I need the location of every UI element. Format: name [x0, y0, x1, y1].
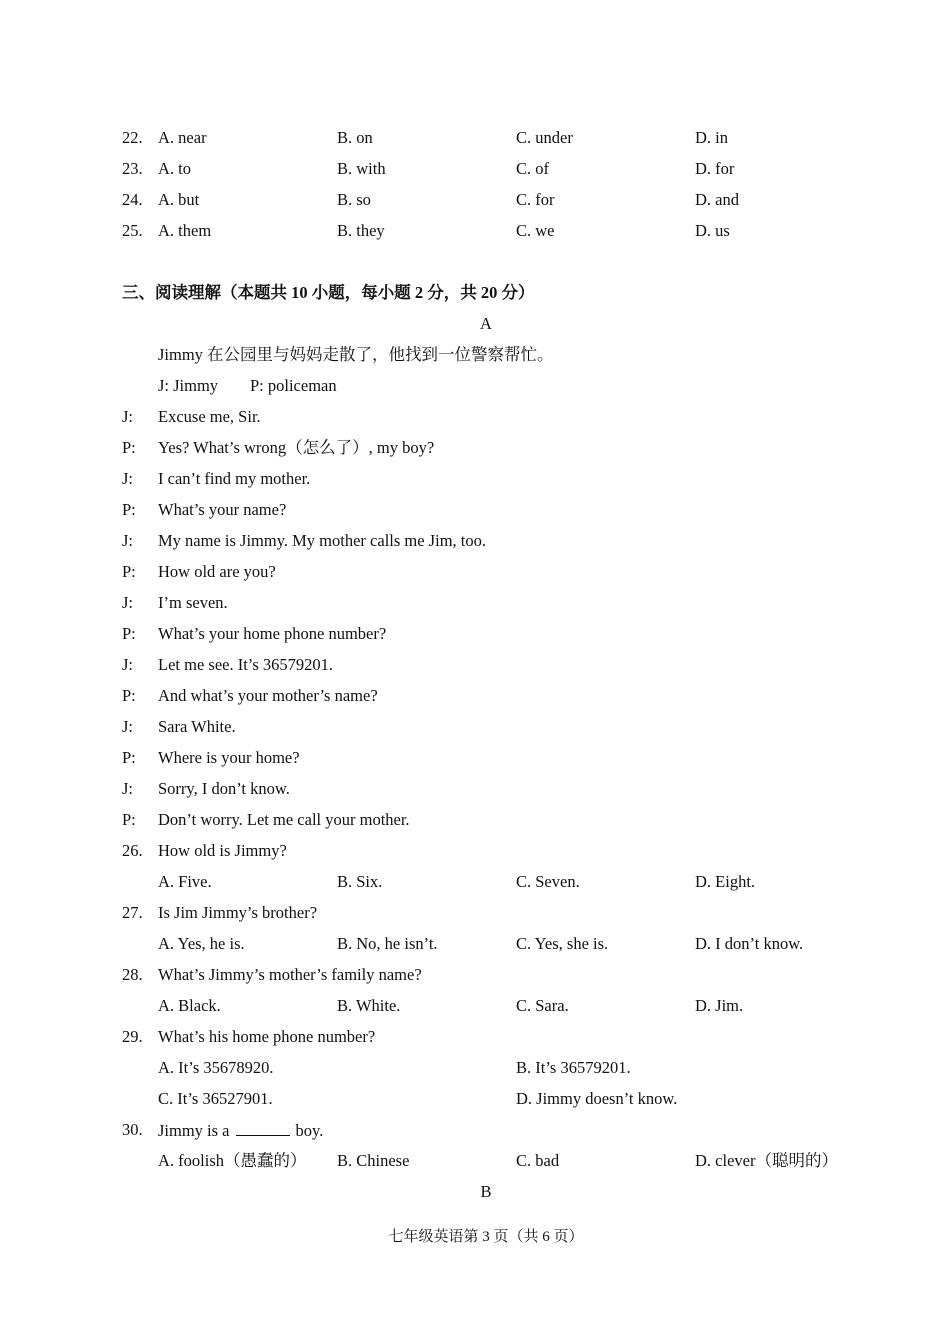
- dialogue-line: [0, 653, 950, 677]
- question-26-options: [0, 870, 950, 894]
- option-c: C. It’s 36527901.: [158, 1089, 273, 1108]
- question-number: 25.: [122, 221, 143, 240]
- option-b: B. so: [337, 190, 371, 209]
- speaker: J:: [122, 469, 134, 488]
- passage-a-heading: [0, 312, 950, 336]
- question-30-options: [0, 1149, 950, 1173]
- option-a: A. but: [158, 190, 200, 209]
- option-d: D. for: [695, 159, 735, 178]
- question-text: What’s his home phone number?: [158, 1027, 376, 1046]
- dialogue-line: [0, 529, 950, 553]
- option-b: B. on: [337, 128, 373, 147]
- line-text: What’s your home phone number?: [158, 624, 387, 643]
- question-number: 24.: [122, 190, 143, 209]
- page-number-text: 七年级英语第 3 页（共 6 页）: [388, 1229, 584, 1245]
- speaker: P:: [122, 686, 136, 705]
- option-d: D. clever（聪明的）: [695, 1151, 838, 1170]
- dialogue-line: [0, 498, 950, 522]
- option-d: D. us: [695, 221, 730, 240]
- option-c: C. of: [516, 159, 549, 178]
- option-c: C. Yes, she is.: [516, 934, 609, 953]
- line-text: My name is Jimmy. My mother calls me Jim, too.: [158, 531, 486, 550]
- line-text: Yes? What’s wrong（怎么了）, my boy?: [158, 438, 435, 457]
- option-d: D. I don’t know.: [695, 934, 804, 953]
- question-30-stem: [0, 1118, 950, 1142]
- line-text: Excuse me, Sir.: [158, 407, 261, 426]
- question-29-options-row1: [0, 1056, 950, 1080]
- option-b: B. No, he isn’t.: [337, 934, 438, 953]
- line-text: I can’t find my mother.: [158, 469, 311, 488]
- option-b: B. Six.: [337, 872, 383, 891]
- question-23: [0, 157, 950, 181]
- question-27-stem: [0, 901, 950, 925]
- question-24: [0, 188, 950, 212]
- option-a: A. Yes, he is.: [158, 934, 245, 953]
- speaker: P:: [122, 438, 136, 457]
- passage-b-heading: [0, 1180, 950, 1204]
- question-27-options: [0, 932, 950, 956]
- question-22: [0, 126, 950, 150]
- option-c: C. we: [516, 221, 555, 240]
- question-number: 27.: [122, 903, 143, 922]
- question-text: What’s Jimmy’s mother’s family name?: [158, 965, 422, 984]
- line-text: Sorry, I don’t know.: [158, 779, 290, 798]
- question-26-stem: [0, 839, 950, 863]
- question-number: 26.: [122, 841, 143, 860]
- question-28-options: [0, 994, 950, 1018]
- option-a: A. to: [158, 159, 191, 178]
- option-c: C. Seven.: [516, 872, 580, 891]
- option-d: D. and: [695, 190, 739, 209]
- question-number: 22.: [122, 128, 143, 147]
- option-d: D. Jim.: [695, 996, 744, 1015]
- option-a: A. foolish（愚蠢的）: [158, 1151, 307, 1170]
- dialogue-line: [0, 715, 950, 739]
- option-d: D. Eight.: [695, 872, 756, 891]
- speaker-legend: [0, 374, 950, 398]
- passage-a-label: A: [480, 314, 492, 333]
- question-text: Is Jim Jimmy’s brother?: [158, 903, 318, 922]
- line-text: What’s your name?: [158, 500, 287, 519]
- answer-blank: [236, 1118, 290, 1136]
- option-c: C. bad: [516, 1151, 560, 1170]
- dialogue-line: [0, 808, 950, 832]
- option-c: C. under: [516, 128, 573, 147]
- question-number: 28.: [122, 965, 143, 984]
- line-text: Don’t worry. Let me call your mother.: [158, 810, 410, 829]
- option-d: D. in: [695, 128, 728, 147]
- question-text: [158, 1118, 323, 1143]
- question-number: 29.: [122, 1027, 143, 1046]
- question-29-stem: [0, 1025, 950, 1049]
- stem-after-blank: boy.: [295, 1121, 324, 1140]
- stem-before-blank: Jimmy is a: [158, 1121, 230, 1140]
- question-25: [0, 219, 950, 243]
- option-a: A. It’s 35678920.: [158, 1058, 274, 1077]
- option-a: A. Five.: [158, 872, 212, 891]
- option-b: B. Chinese: [337, 1151, 410, 1170]
- speaker: J:: [122, 531, 134, 550]
- speaker: J:: [122, 593, 134, 612]
- line-text: Let me see. It’s 36579201.: [158, 655, 334, 674]
- line-text: I’m seven.: [158, 593, 228, 612]
- speaker: J:: [122, 779, 134, 798]
- question-28-stem: [0, 963, 950, 987]
- question-number: 30.: [122, 1120, 143, 1139]
- speaker: J:: [122, 407, 134, 426]
- line-text: Sara White.: [158, 717, 236, 736]
- question-29-options-row2: [0, 1087, 950, 1111]
- line-text: Where is your home?: [158, 748, 300, 767]
- dialogue-line: [0, 746, 950, 770]
- legend-policeman: P: policeman: [250, 376, 337, 395]
- section-title: 三、阅读理解（本题共 10 小题，每小题 2 分，共 20 分）: [122, 283, 535, 302]
- dialogue-line: [0, 405, 950, 429]
- dialogue-line: [0, 560, 950, 584]
- line-text: How old are you?: [158, 562, 276, 581]
- dialogue-line: [0, 436, 950, 460]
- speaker: P:: [122, 810, 136, 829]
- speaker: P:: [122, 624, 136, 643]
- speaker: P:: [122, 562, 136, 581]
- option-b: B. It’s 36579201.: [516, 1058, 631, 1077]
- option-b: B. with: [337, 159, 386, 178]
- option-c: C. Sara.: [516, 996, 569, 1015]
- dialogue-line: [0, 591, 950, 615]
- option-c: C. for: [516, 190, 555, 209]
- line-text: And what’s your mother’s name?: [158, 686, 378, 705]
- option-b: B. White.: [337, 996, 401, 1015]
- dialogue-line: [0, 467, 950, 491]
- speaker: J:: [122, 717, 134, 736]
- passage-b-label: B: [480, 1182, 492, 1201]
- speaker: P:: [122, 500, 136, 519]
- option-a: A. near: [158, 128, 207, 147]
- passage-intro: [0, 343, 950, 367]
- dialogue-line: [0, 777, 950, 801]
- question-number: 23.: [122, 159, 143, 178]
- section-heading: [0, 281, 950, 305]
- dialogue-line: [0, 684, 950, 708]
- dialogue-line: [0, 622, 950, 646]
- option-d: D. Jimmy doesn’t know.: [516, 1089, 678, 1108]
- speaker: P:: [122, 748, 136, 767]
- question-text: How old is Jimmy?: [158, 841, 287, 860]
- passage-intro-text: Jimmy 在公园里与妈妈走散了，他找到一位警察帮忙。: [158, 345, 554, 364]
- option-a: A. them: [158, 221, 212, 240]
- speaker: J:: [122, 655, 134, 674]
- legend-jimmy: J: Jimmy: [158, 376, 219, 395]
- option-a: A. Black.: [158, 996, 221, 1015]
- option-b: B. they: [337, 221, 385, 240]
- page-footer: [0, 1225, 950, 1249]
